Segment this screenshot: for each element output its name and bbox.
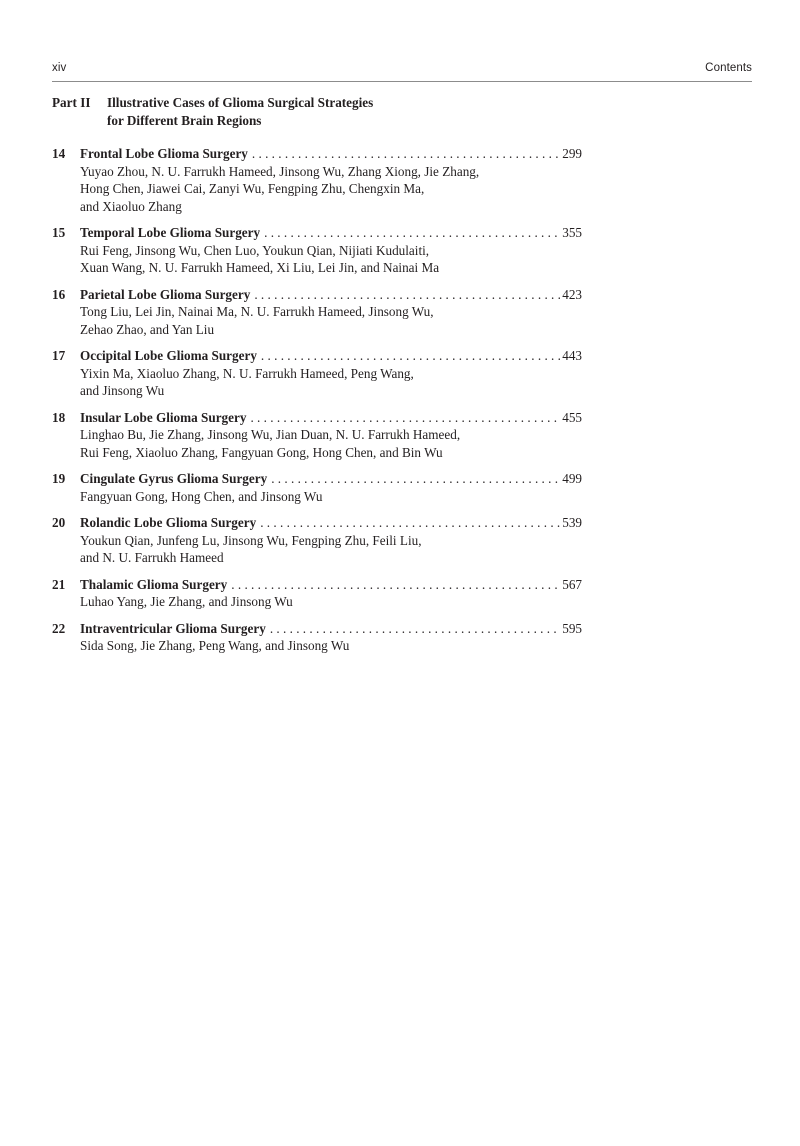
chapter-title[interactable]: Frontal Lobe Glioma Surgery — [80, 146, 248, 161]
chapter-page-number[interactable]: 539 — [562, 515, 582, 530]
chapter-title-line — [80, 347, 582, 365]
toc-entry-chapter-16[interactable] — [52, 286, 592, 339]
chapter-page-number[interactable]: 567 — [562, 576, 582, 592]
chapter-page-number[interactable]: 423 — [562, 286, 582, 302]
part-title-line: Illustrative Cases of Glioma Surgical Strategies — [107, 95, 374, 110]
toc-entry-chapter-17[interactable] — [52, 347, 592, 400]
chapter-body — [80, 576, 592, 611]
chapter-number: 16 — [52, 286, 66, 302]
chapter-body — [80, 514, 592, 567]
chapter-authors-line: Zehao Zhao, and Yan Liu — [80, 321, 215, 337]
chapter-title-line — [80, 620, 582, 638]
dot-leader — [250, 409, 560, 427]
chapter-body — [80, 409, 592, 462]
chapter-title[interactable]: Intraventricular Glioma Surgery — [80, 620, 266, 636]
dot-leader — [231, 576, 560, 594]
chapter-title[interactable]: Rolandic Lobe Glioma Surgery — [80, 515, 257, 530]
chapter-authors-line: Linghao Bu, Jie Zhang, Jinsong Wu, Jian Duan, N. U. Farrukh Hameed, — [80, 427, 461, 442]
chapter-body — [80, 470, 592, 505]
chapter-authors-line: and N. U. Farrukh Hameed — [80, 550, 224, 565]
chapter-body — [80, 145, 592, 215]
page-folio: xiv — [52, 62, 67, 74]
chapter-title[interactable]: Insular Lobe Glioma Surgery — [80, 409, 247, 425]
chapter-page-number[interactable]: 455 — [562, 409, 582, 425]
chapter-body — [80, 286, 592, 339]
chapter-page-number[interactable]: 595 — [562, 620, 582, 636]
chapter-authors-line: Yuyao Zhou, N. U. Farrukh Hameed, Jinsong Wu, Zhang Xiong, Jie Zhang, — [80, 163, 480, 179]
chapter-number: 22 — [52, 620, 66, 636]
chapter-page-number[interactable]: 299 — [562, 146, 582, 161]
chapter-authors-line: and Jinsong Wu — [80, 383, 165, 398]
part-title-line: for Different Brain Regions — [107, 113, 262, 128]
toc-entry-chapter-18[interactable] — [52, 409, 592, 462]
part-title — [107, 94, 652, 130]
chapter-number: 21 — [52, 576, 66, 592]
chapter-number: 14 — [52, 146, 66, 161]
running-title: Contents — [705, 62, 752, 74]
chapter-number: 18 — [52, 409, 66, 425]
chapter-title[interactable]: Cingulate Gyrus Glioma Surgery — [80, 471, 268, 486]
toc-entry-chapter-22[interactable] — [52, 620, 592, 655]
part-heading — [52, 94, 652, 130]
toc-entry-chapter-21[interactable] — [52, 576, 592, 611]
chapter-page-number[interactable]: 355 — [562, 225, 582, 240]
dot-leader — [271, 470, 560, 488]
chapter-authors-line: Yixin Ma, Xiaoluo Zhang, N. U. Farrukh Hameed, Peng Wang, — [80, 365, 414, 381]
chapter-page-number[interactable]: 443 — [562, 348, 582, 363]
chapter-title-line — [80, 224, 582, 242]
chapter-title[interactable]: Occipital Lobe Glioma Surgery — [80, 348, 257, 363]
chapter-authors-line: Youkun Qian, Junfeng Lu, Jinsong Wu, Fengping Zhu, Feili Liu, — [80, 532, 422, 548]
chapter-number: 15 — [52, 225, 66, 240]
chapter-authors-line: Sida Song, Jie Zhang, Peng Wang, and Jinsong Wu — [80, 638, 350, 653]
chapter-page-number[interactable]: 499 — [562, 471, 582, 486]
chapter-authors-line: Xuan Wang, N. U. Farrukh Hameed, Xi Liu, Lei Jin, and Nainai Ma — [80, 260, 440, 275]
part-label: Part II — [52, 95, 91, 110]
dot-leader — [264, 224, 560, 242]
chapter-title-line — [80, 409, 582, 427]
chapter-authors-line: Rui Feng, Jinsong Wu, Chen Luo, Youkun Qian, Nijiati Kudulaiti, — [80, 242, 430, 258]
chapter-body — [80, 347, 592, 400]
toc-entry-chapter-15[interactable] — [52, 224, 592, 277]
chapter-title-line — [80, 286, 582, 304]
dot-leader — [252, 145, 560, 163]
chapter-number: 19 — [52, 471, 66, 486]
toc-entry-chapter-14[interactable] — [52, 145, 592, 215]
chapter-title-line — [80, 145, 582, 163]
chapter-authors-line: Tong Liu, Lei Jin, Nainai Ma, N. U. Farrukh Hameed, Jinsong Wu, — [80, 304, 434, 319]
chapter-authors-line: Hong Chen, Jiawei Cai, Zanyi Wu, Fengping Zhu, Chengxin Ma, — [80, 181, 425, 196]
dot-leader — [270, 620, 560, 638]
chapter-title-line — [80, 514, 582, 532]
chapter-title[interactable]: Temporal Lobe Glioma Surgery — [80, 225, 261, 240]
chapter-body — [80, 620, 592, 655]
dot-leader — [260, 514, 560, 532]
chapter-authors-line: and Xiaoluo Zhang — [80, 198, 182, 214]
page-header — [52, 62, 752, 78]
chapter-body — [80, 224, 592, 277]
header-rule — [52, 81, 752, 82]
chapter-title[interactable]: Thalamic Glioma Surgery — [80, 576, 228, 592]
chapter-title-line — [80, 576, 582, 594]
chapter-title-line — [80, 470, 582, 488]
chapter-authors-line: Luhao Yang, Jie Zhang, and Jinsong Wu — [80, 594, 293, 609]
chapter-authors-line: Rui Feng, Xiaoluo Zhang, Fangyuan Gong, Hong Chen, and Bin Wu — [80, 444, 443, 460]
chapter-title[interactable]: Parietal Lobe Glioma Surgery — [80, 286, 251, 302]
chapter-authors-line: Fangyuan Gong, Hong Chen, and Jinsong Wu — [80, 488, 323, 504]
toc-entry-chapter-20[interactable] — [52, 514, 592, 567]
table-of-contents — [52, 145, 592, 664]
chapter-number: 17 — [52, 348, 66, 363]
dot-leader — [254, 286, 560, 304]
toc-entry-chapter-19[interactable] — [52, 470, 592, 505]
dot-leader — [261, 347, 560, 365]
chapter-number: 20 — [52, 515, 66, 530]
